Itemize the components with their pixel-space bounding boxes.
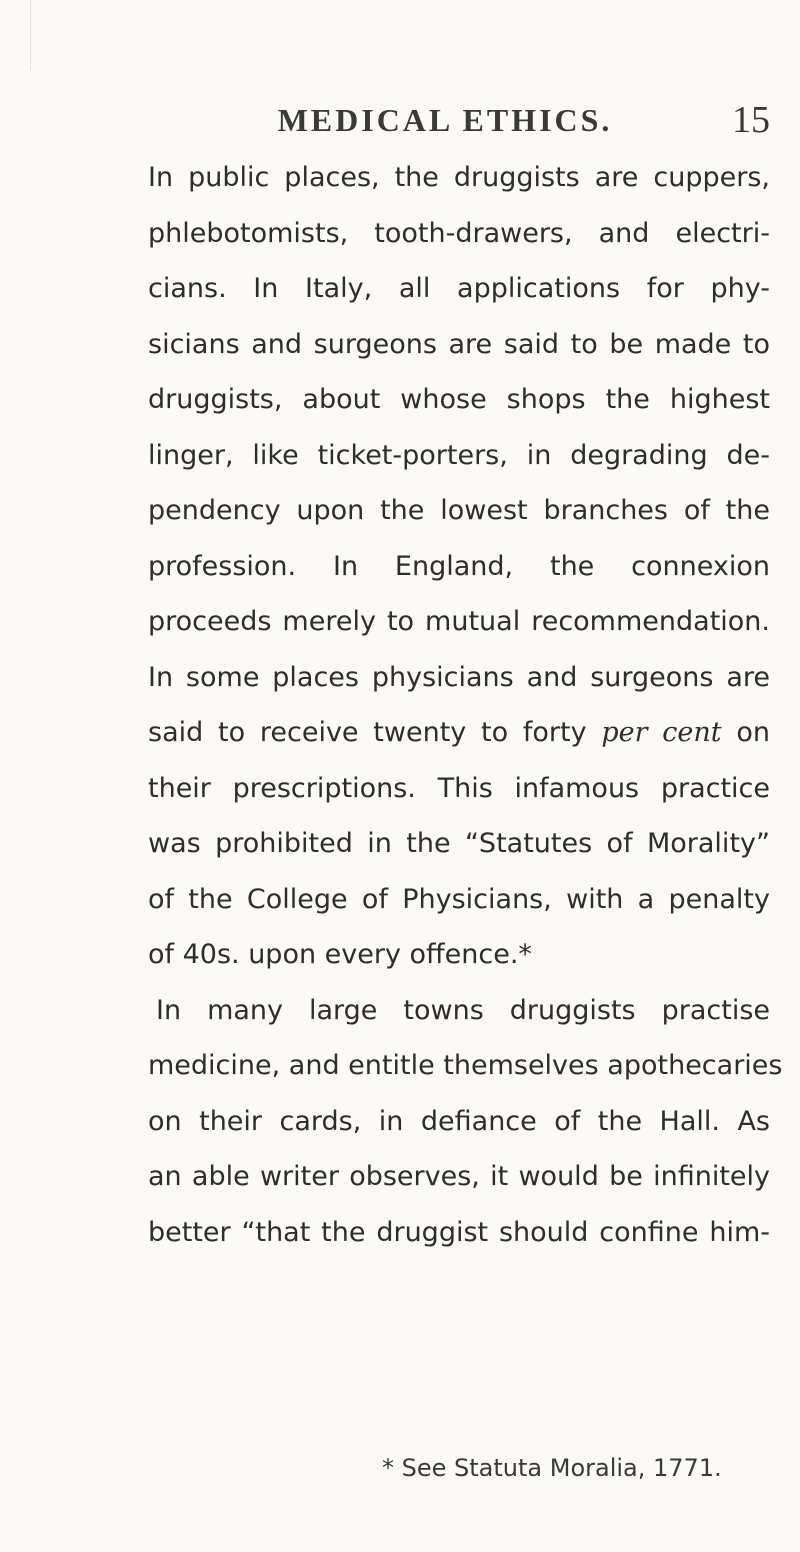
text-line: phlebotomists, tooth-drawers, and electri-	[148, 217, 770, 249]
text-line: pendency upon the lowest branches of the	[148, 495, 770, 526]
page-header	[120, 98, 770, 148]
text-line: on their cards, in defiance of the Hall. As	[148, 1105, 770, 1137]
text-line: their prescriptions. This infamous practice	[148, 772, 770, 804]
page-number: 15	[732, 99, 770, 141]
page-edge	[30, 0, 31, 70]
text-line-with-italic	[148, 705, 770, 761]
text-line: druggists, about whose shops the highest	[148, 384, 770, 415]
body-text	[148, 150, 783, 1260]
text-segment: on	[721, 717, 770, 748]
running-head: MEDICAL ETHICS.	[277, 102, 613, 138]
text-line: profession. In England, the connexion	[148, 550, 770, 582]
text-line: an able writer observes, it would be infinitely	[148, 1161, 770, 1192]
text-line: In public places, the druggists are cuppers,	[148, 162, 770, 193]
text-line: medicine, and entitle themselves apothecaries	[148, 1050, 783, 1081]
text-line: cians. In Italy, all applications for phy-	[148, 273, 770, 304]
text-line: better “that the druggist should confine him-	[148, 1216, 770, 1248]
text-line: sicians and surgeons are said to be made to	[148, 328, 770, 360]
text-line: In many large towns druggists practise	[156, 994, 770, 1026]
text-line: proceeds merely to mutual recommendation.	[148, 606, 770, 637]
text-line: was prohibited in the “Statutes of Morality”	[148, 828, 770, 859]
footnote: * See Statuta Moralia, 1771.	[382, 1454, 722, 1482]
text-line: In some places physicians and surgeons are	[148, 661, 770, 693]
text-line: linger, like ticket-porters, in degrading de-	[148, 439, 770, 471]
text-line: of the College of Physicians, with a penalty	[148, 883, 770, 915]
text-segment: said to receive twenty to forty	[148, 717, 602, 748]
italic-phrase: per cent	[601, 717, 722, 748]
text-line: of 40s. upon every offence.*	[148, 939, 532, 970]
